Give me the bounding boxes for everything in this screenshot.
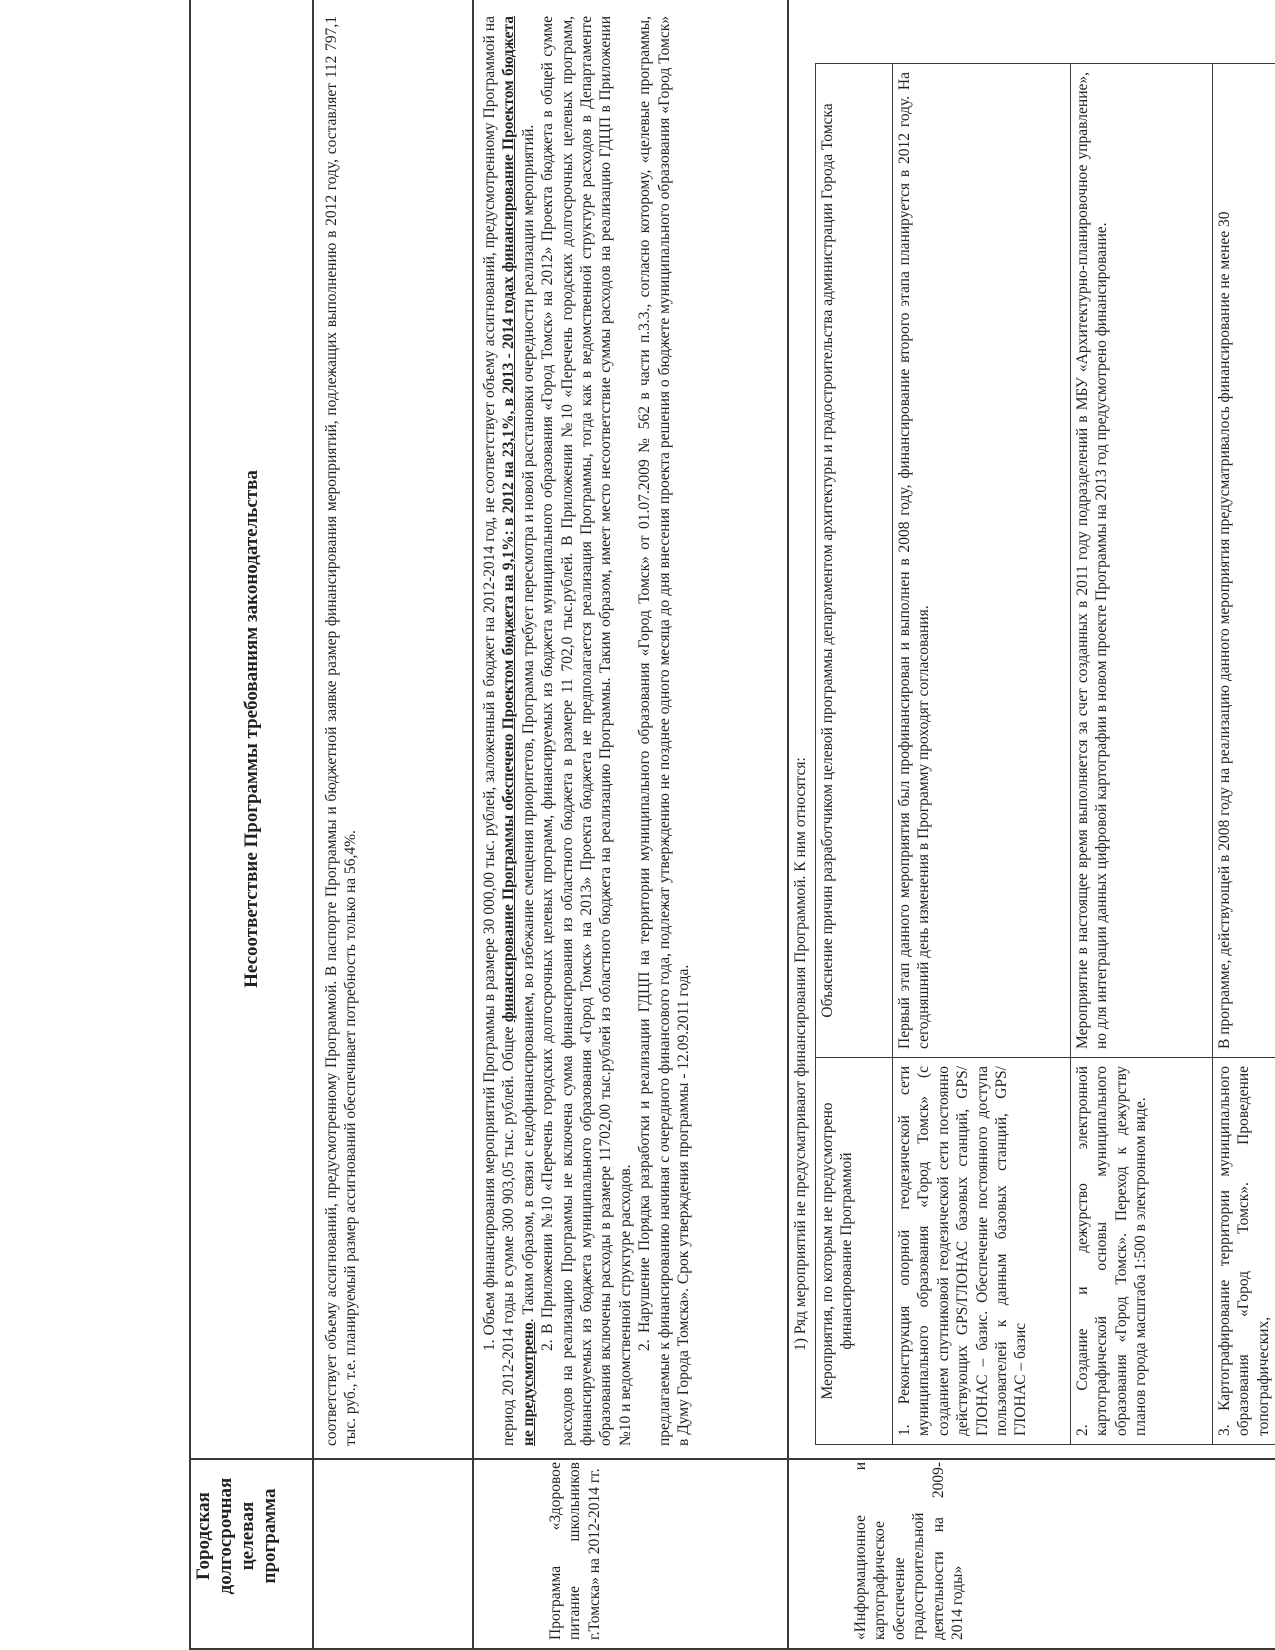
row2-program-text: Программа «Здоровое питание школьников г.Томска» на 2012-2014 гг. xyxy=(547,1462,603,1640)
header-program-column: Городская долгосрочная целевая программа xyxy=(193,1477,280,1595)
row3-intro: 1) Ряд мероприятий не предусматривают финансирования Программой. К ним относятся: xyxy=(792,757,809,1351)
nested-activity-3: 3. Картографирование территории муниципального образования «Город Томск». Проведение топографических, xyxy=(1216,1066,1272,1436)
row3-program-name xyxy=(791,1462,1275,1640)
row2-paragraph-2: 2. В Приложении №10 «Перечень городских долгосрочных целевых программ, финансируемых из бюджета муниципального образования «Город Томск» на 2012» Проекта бюджета в общей сумме расходов на реализацию Программы не включена сумма финансирования из областного бюджета в размере 11 702,0 тыс.рублей. В Приложении №10 «Перечень городских долгосрочных целевых программ, финансируемых из бюджета муниципального образования «Город Томск» на 2013» Проекта бюджета не предполагается реализация Программы, тогда как в ведомственной структуре расходов в Департаменте образования включены расходы в размере 11702,00 тыс.рублей из областного бюджета на реализацию Программы. Таким образом, имеет место несоответствие суммы расходов на реализацию ГДЦП в Приложении №10 и ведомственной структуре расходов. xyxy=(539,16,634,1446)
row2-p1-part-2: финансирование Программы обеспечено Проектом бюджета на 9,1%: в 2012 на 23,1%, в 2013 - 2014 годах финансирование Проектом бюджета не предусмотрено xyxy=(500,16,537,1446)
table-row-divider xyxy=(472,0,474,1650)
nested-explanation-3: В программе, действующей в 2008 году на реализацию данного мероприятия предусматривалось финансирование не менее 30 xyxy=(1216,211,1233,1049)
table-row-divider xyxy=(787,0,789,1650)
row3-program-text: «Информационное и картографическое обеспечение градостроительной деятельности на 2009-2014 годы» xyxy=(852,1462,967,1640)
nested-table xyxy=(815,63,1275,1445)
row2-paragraph-1 xyxy=(480,16,538,1446)
nested-header-explanation: Объяснение причин разработчиком целевой программы департаментом архитектуры и градостроительства администрации Города Томска xyxy=(819,103,836,1018)
table-border-top xyxy=(189,0,191,1650)
row1-text: соответствует объему ассигнований, предусмотренному Программой. В паспорте Программы и бюджетной заявке размер финансирования мероприятий, подлежащих выполнению в 2012 году, составляет 112 797,1 тыс. руб., т.е. планируемый размер ассигнований обеспечивает потребность только на 56,4%. xyxy=(323,16,360,1446)
nested-explanation-1: Первый этап данного мероприятия был профинансирован и выполнен в 2008 году, финансирование второго этапа планируется в 2012 году. На сегодняшний день изменения в Программу проходят согласования. xyxy=(896,72,933,1049)
row1-content xyxy=(316,6,470,1456)
table-header-divider xyxy=(312,0,314,1650)
nested-activity-1: 1. Реконструкция опорной геодезической сети муниципального образования «Город Томск» (с созданием спутниковой геодезической сети постоянно действующих GPS/ГЛОНАС базовых станций, GPS/ГЛОНАС – базис. Обеспечение постоянного доступа пользователей к данным базовых станций, GPS/ГЛОНАС – базис xyxy=(896,1066,1030,1436)
table-col-divider xyxy=(189,1458,1275,1460)
row2-content xyxy=(476,6,786,1456)
header-discrepancy-column xyxy=(193,0,311,1458)
nested-activity-2: 2. Создание и дежурство электронной картографической основы муниципального образования «Город Томск». Переход к дежурству планов города масштаба 1:500 в электронном виде. xyxy=(1074,1066,1150,1436)
nested-header-activities: Мероприятия, по которым не предусмотрено финансирование Программой xyxy=(819,1102,856,1400)
row2-p1-part-3: . Таким образом, в связи с недофинансированием, во избежание смещения приоритетов, Программа требует пересмотра и новой расстановки очередности реализации мероприятий. xyxy=(519,124,537,1323)
header-discrepancy-label: Несоответствие Программы требованиям законодательства xyxy=(241,470,262,988)
nested-explanation-2: Мероприятие в настоящее время выполняется за счет созданных в 2011 году подразделений в МБУ «Архитектурно-планировочное управление», но для интеграции данных цифровой картографии в новом проекте Программы на 2013 год предусмотрено финансирование. xyxy=(1074,72,1111,1049)
row2-p1-part-1: 1. Объем финансирования мероприятий Программы в размере 30 000,00 тыс. рублей, заложенный в бюджет на 2012-2014 год, не соответствует объему ассигнований, предусмотренному Программой на период 2012-2014 годы в сумме 300 903,05 тыс. рублей. Общее xyxy=(481,16,518,1446)
row2-program-name xyxy=(476,1462,786,1640)
row2-paragraph-3: 2. Нарушение Порядка разработки и реализации ГДЦП на территории муниципального образования «Город Томск» от 01.07.2009 № 562 в части п.3.3., согласно которому, «целевые программы, предлагаемые к финансированию начиная с очередного финансового года, подлежат утверждению не позднее одного месяца до дня внесения проекта решения о бюджете муниципального образования «Город Томск» в Думу Города Томска». Срок утверждения программы - 12.09.2011 года. xyxy=(636,16,693,1446)
